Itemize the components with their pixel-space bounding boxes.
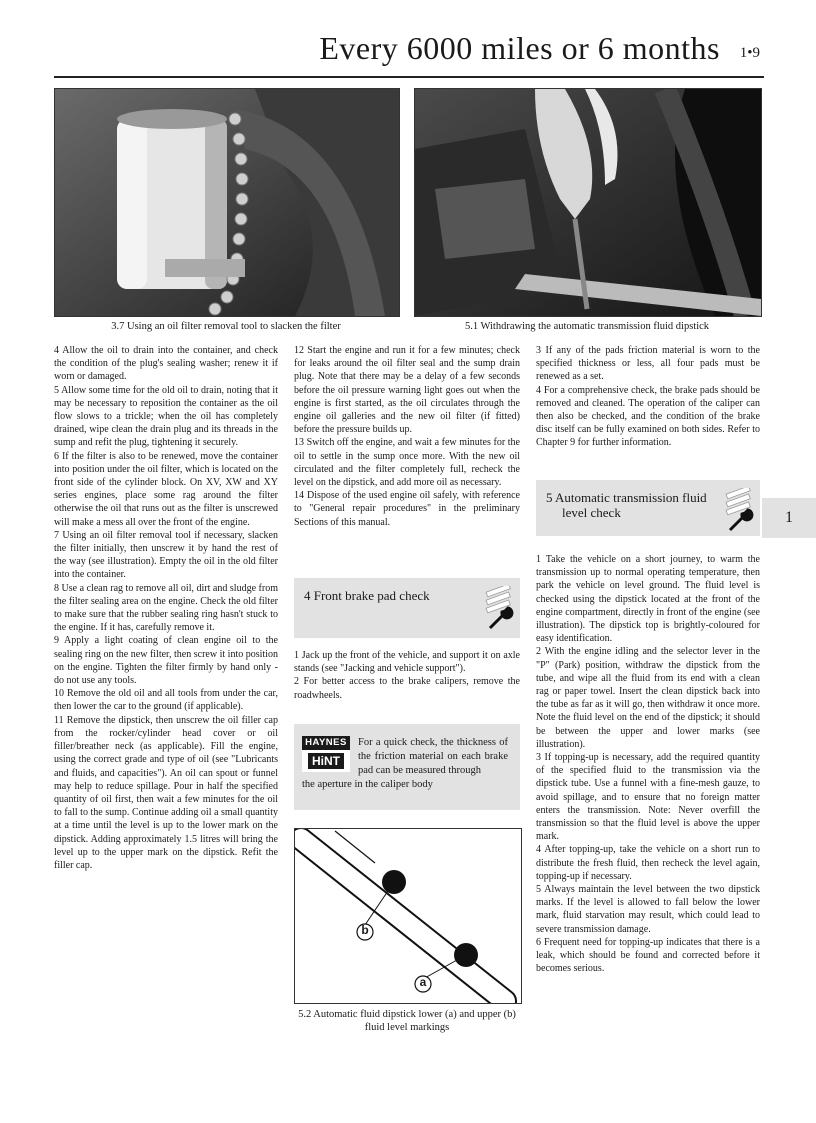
haynes-hint-box <box>294 724 520 810</box>
haynes-hint-logo <box>302 736 350 772</box>
paragraph: 5 Allow some time for the old oil to drain, noting that it may be necessary to reposition the container as the oil flow slows to a trickle; when the oil has completely drained, wipe clean the drain plug and its threads in the sump and refit the plug, tightening it securely. <box>54 384 278 449</box>
paragraph: 9 Apply a light coating of clean engine oil to the sealing ring on the new filter, then screw it into position on the engine. Tighten the filter firmly by hand only - do not use any tools. <box>54 635 278 687</box>
wrench-rating-icon <box>484 586 514 632</box>
section-5-title-line1: 5 Automatic transmission fluid <box>546 490 707 505</box>
column-3 <box>536 344 760 450</box>
hint-text: For a quick check, the thickness of the friction material on each brake pad can be measured through <box>358 737 508 776</box>
page-number: 1•9 <box>739 45 760 61</box>
paragraph: 7 Using an oil filter removal tool if necessary, slacken the filter initially, then unscrew it by hand the rest of the way (see illustration). Empty the oil in the old filter into the container. <box>54 529 278 581</box>
haynes-logo-text: HAYNES <box>302 736 350 750</box>
diagram-caption: 5.2 Automatic fluid dipstick lower (a) and upper (b) fluid level markings <box>298 1009 516 1033</box>
paragraph: 12 Start the engine and run it for a few minutes; check for leaks around the oil filter seal and the sump drain plug. Note that there may be a delay of a few seconds before the oil pressure warning light goes out when the engine is first started, as the oil circulates through the engine oil galleries and the new oil filter (if fitted) before the pressure builds up. <box>294 345 520 436</box>
paragraph: 1 Jack up the front of the vehicle, and support it on axle stands (see "Jacking and vehicle support"). <box>294 650 520 675</box>
paragraph: 4 After topping-up, take the vehicle on a short run to distribute the fresh fluid, then recheck the level again, topping-up if necessary. <box>536 844 760 882</box>
section-5-heading <box>536 480 760 536</box>
paragraph: 4 Allow the oil to drain into the container, and check the condition of the plug's sealing washer; renew it if worn or damaged. <box>54 345 278 383</box>
paragraph: 11 Remove the dipstick, then unscrew the oil filler cap from the rocker/cylinder head cover or oil filler/breather neck (as applicable). Fill the engine, using the correct grade and type of oil (see "Lubricants and fluids, and capacities"). An oil can spout or funnel may help to reduce spillage. Pour in half the specified quantity of oil first, then wait a few minutes for the oil to fall to the sump. Continue adding oil a small quantity at a time until the level is up to the lower mark on the dipstick. Adding approximately 1.5 litres will bring the level up to the upper mark on the dipstick. Refit the filler cap. <box>54 714 278 871</box>
paragraph: 5 Always maintain the level between the two dipstick marks. If the level is allowed to fall below the lower mark, fluid starvation may result, which could lead to severe transmission damage. <box>536 884 760 935</box>
page-header <box>0 0 816 78</box>
paragraph: 2 For better access to the brake calipers, remove the roadwheels. <box>294 676 520 701</box>
dipstick-photo <box>414 88 762 317</box>
paragraph: 3 If any of the pads friction material is worn to the specified thickness or less, all four pads must be renewed as a set. <box>536 345 760 383</box>
paragraph: 6 If the filter is also to be renewed, move the container into position under the oil filter, which is located on the front side of the cylinder block. On XV, XW and XY series engines, place some rag around the filter otherwise the oil that runs out as the filter is unscrewed will make a mess all over the front of the engine. <box>54 450 278 528</box>
paragraph: 2 With the engine idling and the selector lever in the "P" (Park) position, withdraw the dipstick from the tube, and wipe all the fluid from its end with a clean rag or paper towel. Insert the clean dipstick back into the tube as far as it will go, then withdraw it once more. Note the fluid level on the end of the dipstick; it should be between the upper and lower marks (see illustration). <box>536 646 760 750</box>
paragraph: 4 For a comprehensive check, the brake pads should be removed and cleaned. The operation of the caliper can then also be checked, and the condition of the brake disc itself can be fully examined on both sides. Refer to Chapter 9 for further information. <box>536 384 760 449</box>
section-4-title: 4 Front brake pad check <box>304 588 430 603</box>
right-photo-caption: 5.1 Withdrawing the automatic transmission fluid dipstick <box>464 321 710 332</box>
section-5-title-line2: level check <box>562 505 621 520</box>
hint-logo-text: HiNT <box>308 753 344 769</box>
label-b: b <box>361 923 369 937</box>
paragraph: 8 Use a clean rag to remove all oil, dirt and sludge from the filter sealing area on the engine. Check the old filter to make sure that the rubber sealing ring hasn't stuck to the engine. If it has, carefully remove it. <box>54 582 278 634</box>
paragraph: 13 Switch off the engine, and wait a few minutes for the oil to settle in the sump once more. With the new oil circulated and the filter completely full, recheck the level on the dipstick, and add more oil as necessary. <box>294 437 520 489</box>
paragraph: 10 Remove the old oil and all tools from under the car, then lower the car to the ground (if applicable). <box>54 688 278 713</box>
paragraph: 3 If topping-up is necessary, add the required quantity of the specified fluid to the transmission via the dipstick tube. Use a funnel with a fine-mesh gauze, to avoid spillage, and to ensure that no foreign matter enters the transmission. Note: Never overfill the transmission so that the fluid level is above the upper mark. <box>536 752 760 843</box>
column-1 <box>54 344 278 872</box>
oil-filter-photo <box>54 88 400 317</box>
column-3-b <box>536 553 760 976</box>
column-2-b <box>294 649 520 702</box>
section-4-heading <box>294 578 520 638</box>
page-title: Every 6000 miles or 6 months <box>319 30 720 66</box>
chapter-tab: 1 <box>762 498 816 538</box>
section-5-title <box>546 490 707 520</box>
label-a: a <box>419 975 427 989</box>
column-2 <box>294 344 520 529</box>
paragraph: 1 Take the vehicle on a short journey, to warm the transmission up to normal operating temperature, then park the vehicle on level ground. The fluid level is checked using the dipstick located at the front of the engine compartment, directly in front of the engine (see illustration). The dipstick top is brightly-coloured for easy identification. <box>536 554 760 645</box>
paragraph: 6 Frequent need for topping-up indicates that there is a leak, which should be found and corrected before it becomes serious. <box>536 936 760 975</box>
paragraph: 14 Dispose of the used engine oil safely, with reference to "General repair procedures" in the preliminary Sections of this manual. <box>294 490 520 528</box>
hint-text-continued: the aperture in the caliper body <box>302 779 433 790</box>
dipstick-diagram <box>294 828 522 1004</box>
wrench-rating-icon <box>724 488 754 534</box>
header-rule <box>54 76 764 78</box>
left-photo-caption: 3.7 Using an oil filter removal tool to slacken the filter <box>111 321 341 332</box>
